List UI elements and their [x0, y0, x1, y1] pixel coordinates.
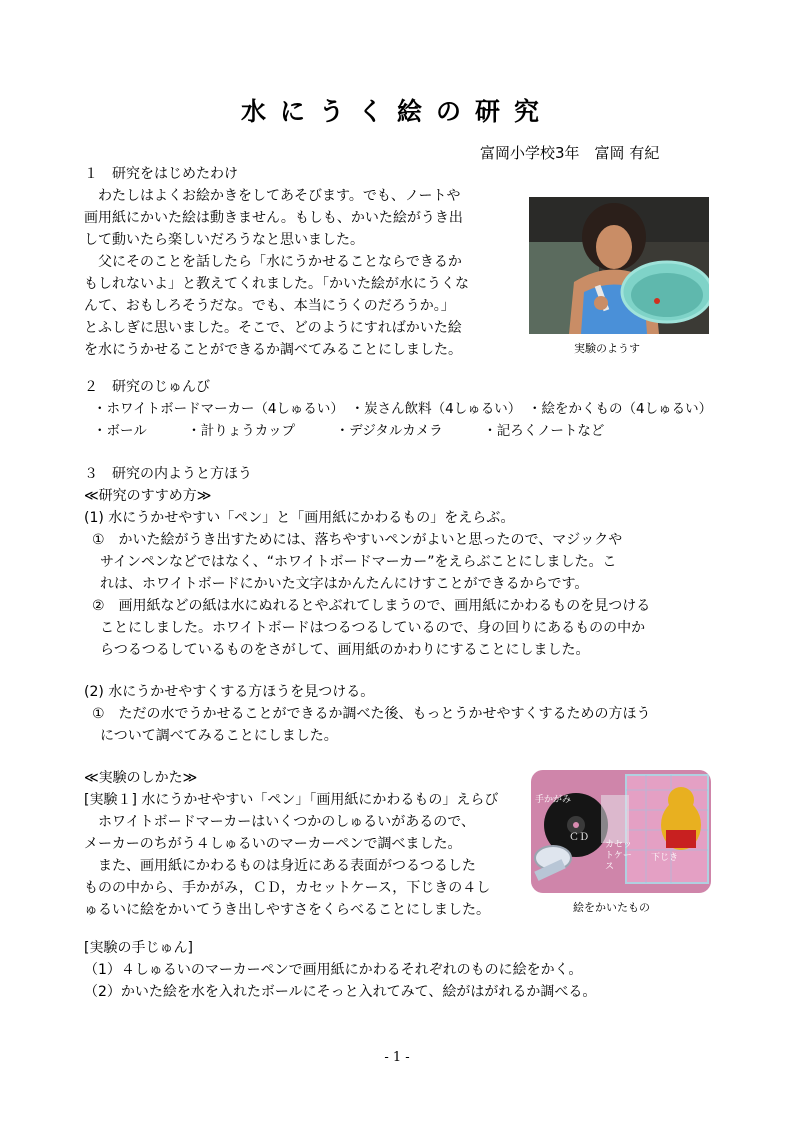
drawn-items-photo [531, 770, 711, 893]
step1-item: ② 画用紙などの紙は水にぬれるとやぶれてしまうので、画用紙にかわるものを見つける [92, 598, 651, 614]
section1-line: わたしはよくお絵かきをしてあそびます。でも、ノートや [84, 188, 461, 204]
experiment1-line: ものの中から、手かがみ，ＣＤ，カセットケース，下じきの４し [84, 880, 491, 896]
procedure-item: （2）かいた絵を水を入れたボールにそっと入れてみて、絵がはがれるか調べる。 [84, 984, 597, 1000]
experiment-photo [529, 197, 709, 334]
section1-line: 画用紙にかいた絵は動きません。もしも、かいた絵がうき出 [84, 210, 463, 226]
step2-title: (2) 水にうかせやすくする方ほうを見つける。 [84, 684, 375, 700]
step1-item: サインペンなどではなく、“ホワイトボードマーカー”をえらぶことにしました。こ [100, 554, 617, 570]
section1-line: して動いたら楽しいだろうなと思いました。 [84, 232, 364, 248]
mirror-label: 手かがみ [535, 795, 572, 805]
step2-item: ① ただの水でうかせることができるか調べた後、もっとうかせやすくするための方ほう [92, 706, 651, 722]
experiment1-line: ホワイトボードマーカーはいくつかのしゅるいがあるので、 [84, 814, 476, 830]
experiment1-line: また、画用紙にかわるものは身近にある表面がつるつるした [84, 858, 476, 874]
author-line: 富岡小学校3年 富岡 有紀 [480, 144, 660, 162]
step2-item: について調べてみることにしました。 [100, 728, 338, 744]
step1-item: ① かいた絵がうき出すためには、落ちやすいペンがよいと思ったので、マジックや [92, 532, 623, 548]
materials-line: ・ボール ・計りょうカップ ・デジタルカメラ ・記ろくノートなど [93, 423, 605, 439]
section3-subheading: ≪研究のすすめ方≫ [84, 488, 212, 504]
section1-line: 父にそのことを話したら「水にうかせることならできるか [84, 254, 462, 270]
section1-heading: １ 研究をはじめたわけ [84, 166, 238, 182]
materials-line: ・ホワイトボードマーカー（4しゅるい） ・炭さん飲料（4しゅるい） ・絵をかくもの（4しゅるい） [93, 401, 713, 417]
cd-label: ＣＤ [569, 832, 589, 843]
page-title: 水にうく絵の研究 [240, 97, 553, 126]
section1-line: を水にうかせることができるか調べてみることにしました。 [84, 342, 462, 358]
section1-line: もしれないよ」と教えてくれました。「かいた絵が水にうくな [84, 276, 469, 292]
procedure-item: （1）４しゅるいのマーカーペンで画用紙にかわるそれぞれのものに絵をかく。 [84, 962, 583, 978]
section3-heading: ３ 研究の内ようと方ほう [84, 466, 252, 482]
step1-title: (1) 水にうかせやすい「ペン」と「画用紙にかわるもの」をえらぶ。 [84, 510, 515, 526]
section1-line: とふしぎに思いました。そこで、どのようにすればかいた絵 [84, 320, 462, 336]
shitajiki-label: 下じき [651, 853, 679, 863]
experiment1-line: ゅるいに絵をかいてうき出しやすさをくらべることにしました。 [84, 902, 490, 918]
experiment1-title: [実験１] 水にうかせやすい「ペン」「画用紙にかわるもの」えらび [84, 792, 499, 808]
section1-line: んて、おもしろそうだな。でも、本当にうくのだろうか。」 [84, 298, 455, 314]
experiment-photo-caption: 実験のようす [574, 342, 640, 355]
cassette-label: カセットケース [605, 840, 633, 872]
step1-item: ことにしました。ホワイトボードはつるつるしているので、身の回りにあるものの中か [100, 620, 646, 636]
experiment1-line: メーカーのちがう４しゅるいのマーカーペンで調べました。 [84, 836, 462, 852]
section2-heading: ２ 研究のじゅんび [84, 379, 210, 395]
experiment-heading: ≪実験のしかた≫ [84, 770, 198, 786]
procedure-heading: [実験の手じゅん] [84, 940, 193, 956]
step1-item: れは、ホワイトボードにかいた文字はかんたんにけすことができるからです。 [100, 576, 589, 592]
step1-item: らつるつるしているものをさがして、画用紙のかわりにすることにしました。 [100, 642, 590, 658]
drawn-items-caption: 絵をかいたもの [573, 901, 650, 914]
page-number: - 1 - [384, 1050, 410, 1065]
